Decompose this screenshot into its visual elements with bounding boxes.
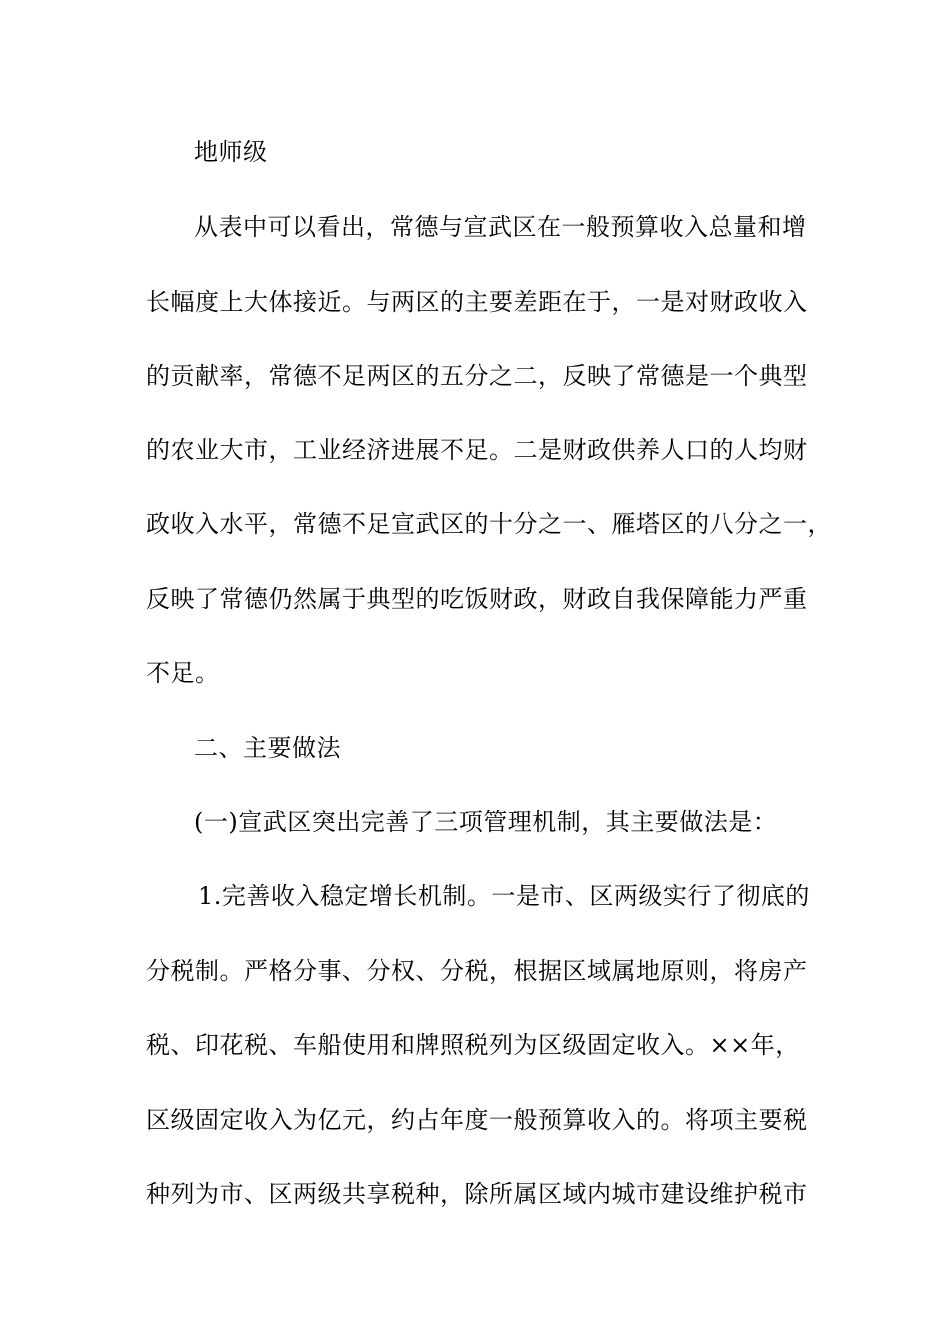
- paragraph-line: 从表中可以看出，常德与宣武区在一般预算收入总量和增: [194, 213, 807, 241]
- paragraph-line: 区级固定收入为亿元，约占年度一般预算收入的。将项主要税: [146, 1106, 808, 1134]
- paragraph-line: 税、印花税、车船使用和牌照税列为区级固定收入。××年，: [146, 1031, 800, 1059]
- paragraph-line: 反映了常德仍然属于典型的吃饭财政，财政自我保障能力严重: [146, 585, 808, 613]
- paragraph-line: 分税制。严格分事、分权、分税，根据区域属地原则，将房产: [146, 957, 808, 985]
- paragraph-line: 政收入水平，常德不足宣武区的十分之一、雁塔区的八分之一，: [146, 510, 832, 538]
- paragraph-line: 不足。: [146, 659, 220, 687]
- section-heading: 二、主要做法: [194, 734, 341, 762]
- paragraph-line: 长幅度上大体接近。与两区的主要差距在于，一是对财政收入: [146, 288, 808, 316]
- paragraph-line: 1.完善收入稳定增长机制。一是市、区两级实行了彻底的: [198, 882, 810, 910]
- paragraph-line: 种列为市、区两级共享税种，除所属区域内城市建设维护税市: [146, 1180, 808, 1208]
- paragraph-line: 的贡献率，常德不足两区的五分之二，反映了常德是一个典型: [146, 362, 808, 390]
- paragraph-line: 的农业大市，工业经济进展不足。二是财政供养人口的人均财: [146, 436, 808, 464]
- subsection-heading: (一)宣武区突出完善了三项管理机制，其主要做法是：: [194, 808, 778, 836]
- paragraph-line-heading-fragment: 地师级: [194, 138, 268, 166]
